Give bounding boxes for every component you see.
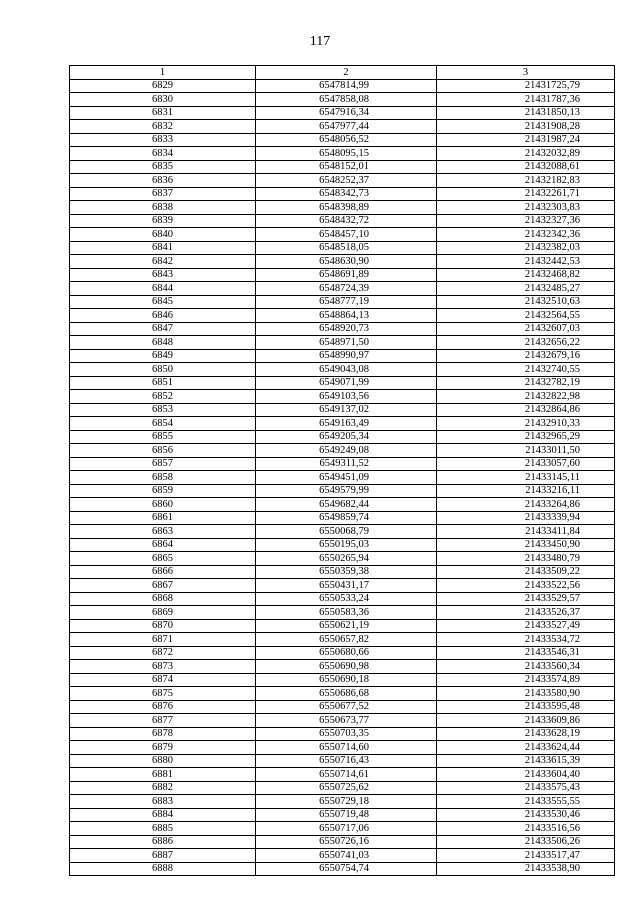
table-row: [70, 714, 615, 728]
y-coordinate-cell: 21432656,22: [437, 336, 615, 350]
x-coordinate-cell: 6548342,73: [256, 187, 437, 201]
x-coordinate-cell: 6548398,89: [256, 201, 437, 215]
table-row: [70, 214, 615, 228]
table-body: [70, 79, 615, 876]
y-coordinate-cell: 21433546,31: [437, 646, 615, 660]
point-number-cell: 6883: [70, 795, 256, 809]
y-coordinate-cell: 21432382,03: [437, 241, 615, 255]
table-row: [70, 444, 615, 458]
table-row: [70, 336, 615, 350]
table-row: [70, 633, 615, 647]
column-header: 3: [437, 66, 615, 80]
table-row: [70, 349, 615, 363]
point-number-cell: 6839: [70, 214, 256, 228]
x-coordinate-cell: 6549451,09: [256, 471, 437, 485]
y-coordinate-cell: 21433480,79: [437, 552, 615, 566]
table-row: [70, 754, 615, 768]
point-number-cell: 6877: [70, 714, 256, 728]
point-number-cell: 6867: [70, 579, 256, 593]
x-coordinate-cell: 6550690,18: [256, 673, 437, 687]
y-coordinate-cell: 21432822,98: [437, 390, 615, 404]
point-number-cell: 6844: [70, 282, 256, 296]
x-coordinate-cell: 6547916,34: [256, 106, 437, 120]
y-coordinate-cell: 21433516,56: [437, 822, 615, 836]
table-row: [70, 552, 615, 566]
x-coordinate-cell: 6550714,61: [256, 768, 437, 782]
table-row: [70, 471, 615, 485]
x-coordinate-cell: 6547814,99: [256, 79, 437, 93]
y-coordinate-cell: 21433595,48: [437, 700, 615, 714]
table-row: [70, 79, 615, 93]
y-coordinate-cell: 21433555,55: [437, 795, 615, 809]
x-coordinate-cell: 6548152,01: [256, 160, 437, 174]
point-number-cell: 6869: [70, 606, 256, 620]
x-coordinate-cell: 6549137,02: [256, 403, 437, 417]
point-number-cell: 6841: [70, 241, 256, 255]
y-coordinate-cell: 21432564,55: [437, 309, 615, 323]
point-number-cell: 6831: [70, 106, 256, 120]
table-row: [70, 268, 615, 282]
table-row: [70, 484, 615, 498]
x-coordinate-cell: 6550716,43: [256, 754, 437, 768]
table-row: [70, 309, 615, 323]
x-coordinate-cell: 6550533,24: [256, 592, 437, 606]
table-row: [70, 687, 615, 701]
x-coordinate-cell: 6550686,68: [256, 687, 437, 701]
table-row: [70, 619, 615, 633]
point-number-cell: 6833: [70, 133, 256, 147]
table-row: [70, 322, 615, 336]
y-coordinate-cell: 21433538,90: [437, 862, 615, 876]
table-row: [70, 363, 615, 377]
x-coordinate-cell: 6550583,36: [256, 606, 437, 620]
point-number-cell: 6873: [70, 660, 256, 674]
y-coordinate-cell: 21432864,86: [437, 403, 615, 417]
y-coordinate-cell: 21433560,34: [437, 660, 615, 674]
point-number-cell: 6864: [70, 538, 256, 552]
table-row: [70, 106, 615, 120]
table-row: [70, 741, 615, 755]
x-coordinate-cell: 6550621,19: [256, 619, 437, 633]
x-coordinate-cell: 6548630,90: [256, 255, 437, 269]
x-coordinate-cell: 6550673,77: [256, 714, 437, 728]
point-number-cell: 6849: [70, 349, 256, 363]
y-coordinate-cell: 21432740,55: [437, 363, 615, 377]
table-row: [70, 727, 615, 741]
point-number-cell: 6856: [70, 444, 256, 458]
x-coordinate-cell: 6550690,98: [256, 660, 437, 674]
table-row: [70, 187, 615, 201]
point-number-cell: 6879: [70, 741, 256, 755]
point-number-cell: 6854: [70, 417, 256, 431]
point-number-cell: 6830: [70, 93, 256, 107]
x-coordinate-cell: 6548724,39: [256, 282, 437, 296]
table-row: [70, 592, 615, 606]
point-number-cell: 6865: [70, 552, 256, 566]
x-coordinate-cell: 6548056,52: [256, 133, 437, 147]
table-row: [70, 147, 615, 161]
y-coordinate-cell: 21431908,28: [437, 120, 615, 134]
x-coordinate-cell: 6550714,60: [256, 741, 437, 755]
y-coordinate-cell: 21432182,83: [437, 174, 615, 188]
point-number-cell: 6887: [70, 849, 256, 863]
y-coordinate-cell: 21432510,63: [437, 295, 615, 309]
table-row: [70, 201, 615, 215]
y-coordinate-cell: 21433604,40: [437, 768, 615, 782]
table-row: [70, 579, 615, 593]
x-coordinate-cell: 6549859,74: [256, 511, 437, 525]
x-coordinate-cell: 6550754,74: [256, 862, 437, 876]
y-coordinate-cell: 21431787,36: [437, 93, 615, 107]
table-row: [70, 403, 615, 417]
point-number-cell: 6876: [70, 700, 256, 714]
y-coordinate-cell: 21431987,24: [437, 133, 615, 147]
x-coordinate-cell: 6549249,08: [256, 444, 437, 458]
x-coordinate-cell: 6550703,35: [256, 727, 437, 741]
point-number-cell: 6875: [70, 687, 256, 701]
point-number-cell: 6843: [70, 268, 256, 282]
x-coordinate-cell: 6550068,79: [256, 525, 437, 539]
y-coordinate-cell: 21433628,19: [437, 727, 615, 741]
point-number-cell: 6846: [70, 309, 256, 323]
point-number-cell: 6888: [70, 862, 256, 876]
x-coordinate-cell: 6550725,62: [256, 781, 437, 795]
point-number-cell: 6874: [70, 673, 256, 687]
table-row: [70, 835, 615, 849]
x-coordinate-cell: 6549071,99: [256, 376, 437, 390]
x-coordinate-cell: 6548920,73: [256, 322, 437, 336]
point-number-cell: 6861: [70, 511, 256, 525]
point-number-cell: 6882: [70, 781, 256, 795]
table-row: [70, 862, 615, 876]
table-row: [70, 538, 615, 552]
table-row: [70, 376, 615, 390]
point-number-cell: 6885: [70, 822, 256, 836]
y-coordinate-cell: 21432303,83: [437, 201, 615, 215]
point-number-cell: 6838: [70, 201, 256, 215]
point-number-cell: 6835: [70, 160, 256, 174]
x-coordinate-cell: 6548457,10: [256, 228, 437, 242]
table-row: [70, 511, 615, 525]
table-row: [70, 255, 615, 269]
y-coordinate-cell: 21432442,53: [437, 255, 615, 269]
y-coordinate-cell: 21432965,29: [437, 430, 615, 444]
point-number-cell: 6851: [70, 376, 256, 390]
y-coordinate-cell: 21433264,86: [437, 498, 615, 512]
point-number-cell: 6872: [70, 646, 256, 660]
x-coordinate-cell: 6549579,99: [256, 484, 437, 498]
x-coordinate-cell: 6548518,05: [256, 241, 437, 255]
table-row: [70, 457, 615, 471]
point-number-cell: 6829: [70, 79, 256, 93]
table-row: [70, 849, 615, 863]
point-number-cell: 6881: [70, 768, 256, 782]
x-coordinate-cell: 6549682,44: [256, 498, 437, 512]
point-number-cell: 6842: [70, 255, 256, 269]
table-header-row: [70, 66, 615, 80]
y-coordinate-cell: 21433506,26: [437, 835, 615, 849]
point-number-cell: 6866: [70, 565, 256, 579]
y-coordinate-cell: 21432261,71: [437, 187, 615, 201]
point-number-cell: 6852: [70, 390, 256, 404]
point-number-cell: 6859: [70, 484, 256, 498]
x-coordinate-cell: 6549103,56: [256, 390, 437, 404]
y-coordinate-cell: 21433574,89: [437, 673, 615, 687]
x-coordinate-cell: 6548990,97: [256, 349, 437, 363]
point-number-cell: 6837: [70, 187, 256, 201]
y-coordinate-cell: 21432342,36: [437, 228, 615, 242]
table-row: [70, 525, 615, 539]
x-coordinate-cell: 6548252,37: [256, 174, 437, 188]
y-coordinate-cell: 21433011,50: [437, 444, 615, 458]
x-coordinate-cell: 6549311,52: [256, 457, 437, 471]
y-coordinate-cell: 21433534,72: [437, 633, 615, 647]
y-coordinate-cell: 21433517,47: [437, 849, 615, 863]
point-number-cell: 6870: [70, 619, 256, 633]
point-number-cell: 6840: [70, 228, 256, 242]
y-coordinate-cell: 21432088,61: [437, 160, 615, 174]
x-coordinate-cell: 6547858,08: [256, 93, 437, 107]
point-number-cell: 6832: [70, 120, 256, 134]
x-coordinate-cell: 6548971,50: [256, 336, 437, 350]
y-coordinate-cell: 21433145,11: [437, 471, 615, 485]
y-coordinate-cell: 21433615,39: [437, 754, 615, 768]
x-coordinate-cell: 6550359,38: [256, 565, 437, 579]
y-coordinate-cell: 21433624,44: [437, 741, 615, 755]
y-coordinate-cell: 21433527,49: [437, 619, 615, 633]
x-coordinate-cell: 6550431,17: [256, 579, 437, 593]
table-row: [70, 295, 615, 309]
table-row: [70, 430, 615, 444]
x-coordinate-cell: 6548691,89: [256, 268, 437, 282]
table-row: [70, 565, 615, 579]
table-row: [70, 390, 615, 404]
table-row: [70, 241, 615, 255]
x-coordinate-cell: 6550195,03: [256, 538, 437, 552]
point-number-cell: 6853: [70, 403, 256, 417]
table-row: [70, 781, 615, 795]
column-header: 1: [70, 66, 256, 80]
y-coordinate-cell: 21433339,94: [437, 511, 615, 525]
y-coordinate-cell: 21433057,60: [437, 457, 615, 471]
x-coordinate-cell: 6550741,03: [256, 849, 437, 863]
point-number-cell: 6871: [70, 633, 256, 647]
x-coordinate-cell: 6548777,19: [256, 295, 437, 309]
y-coordinate-cell: 21432607,03: [437, 322, 615, 336]
column-header: 2: [256, 66, 437, 80]
point-number-cell: 6848: [70, 336, 256, 350]
y-coordinate-cell: 21433411,84: [437, 525, 615, 539]
table-row: [70, 673, 615, 687]
x-coordinate-cell: 6547977,44: [256, 120, 437, 134]
table-row: [70, 606, 615, 620]
x-coordinate-cell: 6550265,94: [256, 552, 437, 566]
x-coordinate-cell: 6549163,49: [256, 417, 437, 431]
y-coordinate-cell: 21432327,36: [437, 214, 615, 228]
table-row: [70, 228, 615, 242]
x-coordinate-cell: 6548864,13: [256, 309, 437, 323]
y-coordinate-cell: 21431850,13: [437, 106, 615, 120]
table-row: [70, 822, 615, 836]
x-coordinate-cell: 6550677,52: [256, 700, 437, 714]
y-coordinate-cell: 21433529,57: [437, 592, 615, 606]
y-coordinate-cell: 21432032,89: [437, 147, 615, 161]
x-coordinate-cell: 6548095,15: [256, 147, 437, 161]
table-row: [70, 160, 615, 174]
y-coordinate-cell: 21433609,86: [437, 714, 615, 728]
y-coordinate-cell: 21431725,79: [437, 79, 615, 93]
point-number-cell: 6847: [70, 322, 256, 336]
point-number-cell: 6863: [70, 525, 256, 539]
y-coordinate-cell: 21433450,90: [437, 538, 615, 552]
x-coordinate-cell: 6549205,34: [256, 430, 437, 444]
x-coordinate-cell: 6549043,08: [256, 363, 437, 377]
x-coordinate-cell: 6550717,06: [256, 822, 437, 836]
table-row: [70, 660, 615, 674]
y-coordinate-cell: 21433580,90: [437, 687, 615, 701]
point-number-cell: 6858: [70, 471, 256, 485]
y-coordinate-cell: 21433216,11: [437, 484, 615, 498]
point-number-cell: 6884: [70, 808, 256, 822]
point-number-cell: 6834: [70, 147, 256, 161]
y-coordinate-cell: 21433509,22: [437, 565, 615, 579]
page-number: 117: [309, 34, 331, 49]
table-row: [70, 120, 615, 134]
coordinates-table: [69, 65, 615, 876]
point-number-cell: 6850: [70, 363, 256, 377]
table-row: [70, 93, 615, 107]
x-coordinate-cell: 6548432,72: [256, 214, 437, 228]
y-coordinate-cell: 21432910,33: [437, 417, 615, 431]
y-coordinate-cell: 21432782,19: [437, 376, 615, 390]
point-number-cell: 6886: [70, 835, 256, 849]
point-number-cell: 6878: [70, 727, 256, 741]
table-row: [70, 133, 615, 147]
y-coordinate-cell: 21433526,37: [437, 606, 615, 620]
point-number-cell: 6855: [70, 430, 256, 444]
table-row: [70, 768, 615, 782]
point-number-cell: 6845: [70, 295, 256, 309]
y-coordinate-cell: 21433530,46: [437, 808, 615, 822]
table-row: [70, 174, 615, 188]
table-row: [70, 417, 615, 431]
table-row: [70, 498, 615, 512]
x-coordinate-cell: 6550657,82: [256, 633, 437, 647]
x-coordinate-cell: 6550726,16: [256, 835, 437, 849]
y-coordinate-cell: 21432468,82: [437, 268, 615, 282]
y-coordinate-cell: 21432679,16: [437, 349, 615, 363]
table-row: [70, 808, 615, 822]
y-coordinate-cell: 21433522,56: [437, 579, 615, 593]
point-number-cell: 6880: [70, 754, 256, 768]
table-row: [70, 700, 615, 714]
x-coordinate-cell: 6550680,66: [256, 646, 437, 660]
table-row: [70, 282, 615, 296]
point-number-cell: 6868: [70, 592, 256, 606]
y-coordinate-cell: 21433575,43: [437, 781, 615, 795]
point-number-cell: 6860: [70, 498, 256, 512]
x-coordinate-cell: 6550719,48: [256, 808, 437, 822]
y-coordinate-cell: 21432485,27: [437, 282, 615, 296]
point-number-cell: 6836: [70, 174, 256, 188]
x-coordinate-cell: 6550729,18: [256, 795, 437, 809]
point-number-cell: 6857: [70, 457, 256, 471]
table-row: [70, 646, 615, 660]
table-row: [70, 795, 615, 809]
